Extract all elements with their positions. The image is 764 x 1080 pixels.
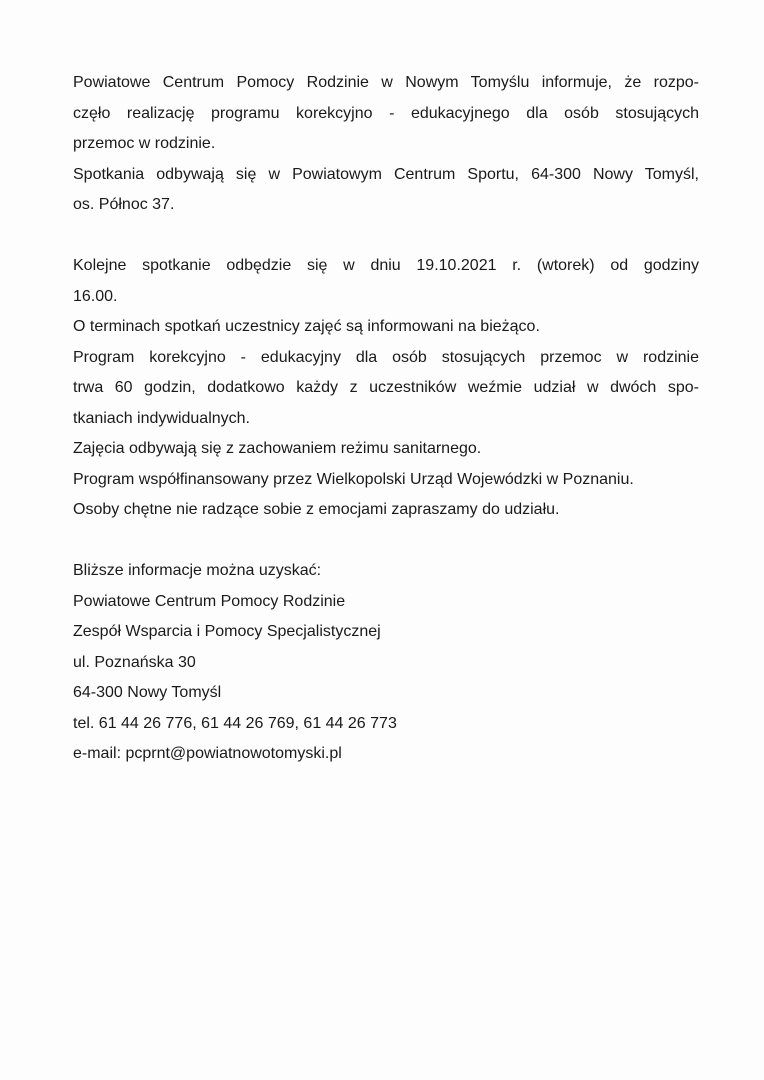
contact-city: 64-300 Nowy Tomyśl [73, 684, 222, 701]
contact-street: ul. Poznańska 30 [73, 653, 196, 671]
text-line: 16.00. [73, 287, 118, 305]
text-line: tkaniach indywidualnych. [73, 409, 250, 427]
announcement-paragraph [73, 68, 699, 221]
text-line: os. Północ 37. [73, 196, 175, 213]
paragraph-gap [73, 526, 699, 557]
text-line: O terminach spotkań uczestnicy zajęć są informowani na bieżąco. [73, 318, 540, 335]
text-line: częło realizację programu korekcyjno - edukacyjnego dla osób stosujących [73, 104, 699, 122]
contact-block [73, 556, 699, 770]
meeting-details-paragraph [73, 251, 699, 526]
contact-phone: tel. 61 44 26 776, 61 44 26 769, 61 44 26 773 [73, 714, 397, 732]
text-line: przemoc w rodzinie. [73, 135, 216, 152]
contact-intro: Bliższe informacje można uzyskać: [73, 562, 322, 579]
contact-email: e-mail: pcprnt@powiatnowotomyski.pl [73, 745, 342, 762]
text-line: Zajęcia odbywają się z zachowaniem reżimu sanitarnego. [73, 440, 482, 457]
paragraph-gap [73, 221, 699, 252]
text-line: Spotkania odbywają się w Powiatowym Centrum Sportu, 64-300 Nowy Tomyśl, [73, 165, 699, 183]
text-line: Kolejne spotkanie odbędzie się w dniu 19.10.2021 r. (wtorek) od godziny [73, 257, 699, 274]
text-line: Osoby chętne nie radzące sobie z emocjami zapraszamy do udziału. [73, 501, 560, 518]
text-line: Powiatowe Centrum Pomocy Rodzinie w Nowym Tomyślu informuje, że rozpo- [73, 74, 699, 91]
text-line: trwa 60 godzin, dodatkowo każdy z uczestników weźmie udział w dwóch spo- [73, 379, 699, 396]
contact-team: Zespół Wsparcia i Pomocy Specjalistycznej [73, 623, 381, 640]
document-body [73, 68, 699, 770]
text-line: Program korekcyjno - edukacyjny dla osób stosujących przemoc w rodzinie [73, 348, 699, 366]
text-line: Program współfinansowany przez Wielkopolski Urząd Wojewódzki w Poznaniu. [73, 470, 634, 488]
contact-organization: Powiatowe Centrum Pomocy Rodzinie [73, 592, 346, 610]
